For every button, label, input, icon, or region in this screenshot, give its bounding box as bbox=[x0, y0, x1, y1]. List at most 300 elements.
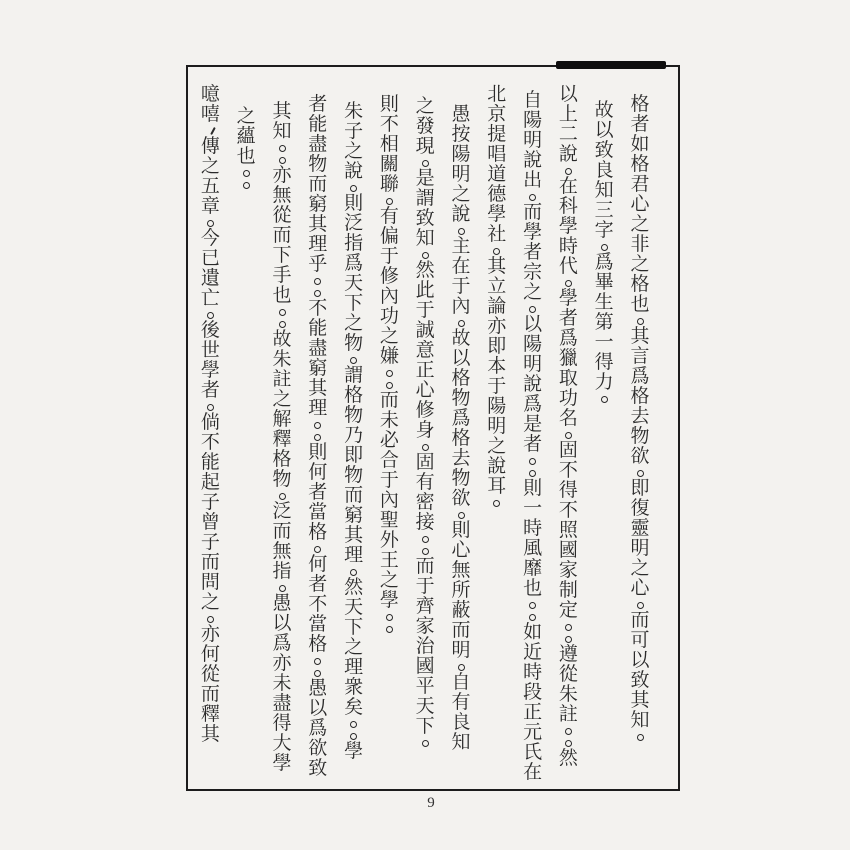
period-mark bbox=[376, 611, 403, 623]
hanzi-glyph: 矣 bbox=[344, 697, 364, 718]
hanzi-glyph: 社 bbox=[487, 224, 507, 245]
hanzi-glyph: 自 bbox=[523, 90, 543, 111]
hanzi-glyph: 知 bbox=[594, 180, 614, 201]
hanzi-glyph: 在 bbox=[451, 256, 471, 277]
hanzi-glyph: 世 bbox=[200, 340, 220, 361]
hanzi-glyph: 朱 bbox=[558, 684, 578, 705]
hanzi-glyph: 從 bbox=[558, 664, 578, 685]
hanzi-glyph: 致 bbox=[308, 758, 328, 779]
hanzi-glyph: 未 bbox=[379, 410, 399, 431]
hanzi-glyph: 得 bbox=[594, 352, 614, 373]
hanzi-glyph: 爲 bbox=[344, 253, 364, 274]
hanzi-glyph: 章 bbox=[200, 196, 220, 217]
hanzi-glyph: 得 bbox=[272, 713, 292, 734]
hanzi-glyph: 心 bbox=[451, 540, 471, 561]
hanzi-glyph: 天 bbox=[415, 696, 435, 717]
period-mark bbox=[269, 142, 296, 154]
hanzi-glyph: 從 bbox=[200, 664, 220, 685]
hanzi-glyph: 出 bbox=[523, 170, 543, 191]
hanzi-glyph: 乎 bbox=[308, 254, 328, 275]
hanzi-glyph: 者 bbox=[308, 482, 328, 503]
hanzi-glyph: 朱 bbox=[272, 349, 292, 370]
hanzi-glyph: 其 bbox=[630, 690, 650, 711]
hanzi-glyph: 一 bbox=[594, 332, 614, 353]
hanzi-glyph: 學 bbox=[487, 204, 507, 225]
hanzi-glyph: 即 bbox=[487, 336, 507, 357]
hanzi-glyph: 之 bbox=[630, 214, 650, 235]
hanzi-glyph: 者 bbox=[308, 94, 328, 115]
hanzi-glyph: 未 bbox=[272, 673, 292, 694]
hanzi-glyph: 而 bbox=[415, 556, 435, 577]
hanzi-glyph: 然 bbox=[558, 748, 578, 769]
hanzi-glyph: 能 bbox=[200, 452, 220, 473]
hanzi-glyph: 泛 bbox=[272, 501, 292, 522]
hanzi-glyph: 學 bbox=[523, 222, 543, 243]
hanzi-glyph: 噫 bbox=[200, 84, 220, 105]
hanzi-glyph: 時 bbox=[523, 662, 543, 683]
hanzi-glyph: 謂 bbox=[415, 188, 435, 209]
hanzi-glyph: 釋 bbox=[200, 704, 220, 725]
period-mark bbox=[519, 599, 546, 611]
period-mark bbox=[376, 367, 403, 379]
hanzi-glyph: 物 bbox=[272, 469, 292, 490]
hanzi-glyph: 何 bbox=[308, 554, 328, 575]
hanzi-glyph: 其 bbox=[344, 525, 364, 546]
hanzi-glyph: 者 bbox=[308, 574, 328, 595]
period-mark bbox=[519, 455, 546, 467]
hanzi-glyph: 生 bbox=[594, 292, 614, 313]
hanzi-glyph: 釋 bbox=[272, 429, 292, 450]
hanzi-glyph: 身 bbox=[415, 420, 435, 441]
hanzi-glyph: 無 bbox=[272, 185, 292, 206]
hanzi-glyph: 君 bbox=[630, 174, 650, 195]
hanzi-glyph: 天 bbox=[344, 273, 364, 294]
period-mark bbox=[304, 655, 331, 667]
hanzi-glyph: 功 bbox=[379, 306, 399, 327]
hanzi-glyph: 主 bbox=[451, 236, 471, 257]
hanzi-glyph: 二 bbox=[558, 124, 578, 145]
hanzi-glyph: 段 bbox=[523, 682, 543, 703]
text-column-5 bbox=[483, 85, 510, 509]
hanzi-glyph: 無 bbox=[451, 560, 471, 581]
text-column-10 bbox=[304, 95, 331, 779]
hanzi-glyph: 在 bbox=[523, 762, 543, 783]
hanzi-glyph: 一 bbox=[523, 498, 543, 519]
hanzi-glyph: 陽 bbox=[523, 334, 543, 355]
hanzi-glyph: 格 bbox=[308, 634, 328, 655]
hanzi-glyph: 有 bbox=[451, 692, 471, 713]
hanzi-glyph: 物 bbox=[630, 426, 650, 447]
period-mark bbox=[376, 623, 403, 635]
hanzi-glyph: 言 bbox=[630, 346, 650, 367]
hanzi-glyph: 子 bbox=[344, 121, 364, 142]
hanzi-glyph: 傳 bbox=[200, 136, 220, 157]
hanzi-glyph: 當 bbox=[308, 614, 328, 635]
hanzi-glyph: 必 bbox=[379, 430, 399, 451]
hanzi-glyph: 如 bbox=[523, 622, 543, 643]
hanzi-glyph: 者 bbox=[558, 308, 578, 329]
page-frame bbox=[186, 65, 680, 791]
hanzi-glyph: 也 bbox=[523, 578, 543, 599]
hanzi-glyph: 致 bbox=[630, 670, 650, 691]
hanzi-glyph: 之 bbox=[487, 436, 507, 457]
hanzi-glyph: 物 bbox=[344, 405, 364, 426]
hanzi-glyph: 之 bbox=[272, 389, 292, 410]
hanzi-glyph: 則 bbox=[344, 193, 364, 214]
hanzi-glyph: 即 bbox=[344, 445, 364, 466]
hanzi-glyph: 說 bbox=[523, 374, 543, 395]
hanzi-glyph: 治 bbox=[415, 636, 435, 657]
hanzi-glyph: 心 bbox=[630, 578, 650, 599]
hanzi-glyph: 不 bbox=[379, 114, 399, 135]
hanzi-glyph: 而 bbox=[451, 620, 471, 641]
hanzi-glyph: 大 bbox=[272, 733, 292, 754]
hanzi-glyph: 指 bbox=[344, 233, 364, 254]
hanzi-glyph: 去 bbox=[451, 448, 471, 469]
hanzi-glyph: 格 bbox=[344, 385, 364, 406]
period-mark bbox=[304, 275, 331, 287]
hanzi-glyph: 時 bbox=[558, 236, 578, 257]
hanzi-glyph: 以 bbox=[558, 84, 578, 105]
hanzi-glyph: 天 bbox=[344, 597, 364, 618]
hanzi-glyph: 下 bbox=[344, 293, 364, 314]
hanzi-glyph: 齊 bbox=[415, 596, 435, 617]
hanzi-glyph: 平 bbox=[415, 676, 435, 697]
hanzi-glyph: 子 bbox=[200, 492, 220, 513]
hanzi-glyph: 而 bbox=[200, 684, 220, 705]
hanzi-glyph: 意 bbox=[415, 340, 435, 361]
hanzi-glyph: 提 bbox=[487, 124, 507, 145]
hanzi-glyph: 格 bbox=[451, 368, 471, 389]
hanzi-glyph: 遺 bbox=[200, 268, 220, 289]
hanzi-glyph: 而 bbox=[379, 390, 399, 411]
hanzi-glyph: 以 bbox=[272, 613, 292, 634]
hanzi-glyph: 德 bbox=[487, 184, 507, 205]
text-column-13 bbox=[197, 85, 224, 745]
hanzi-glyph: 理 bbox=[344, 545, 364, 566]
hanzi-glyph: 盡 bbox=[308, 134, 328, 155]
hanzi-glyph: 學 bbox=[558, 216, 578, 237]
hanzi-glyph: 內 bbox=[379, 490, 399, 511]
hanzi-glyph: 正 bbox=[415, 360, 435, 381]
hanzi-glyph: 理 bbox=[308, 234, 328, 255]
hanzi-glyph: 畢 bbox=[594, 272, 614, 293]
hanzi-glyph: 者 bbox=[523, 434, 543, 455]
hanzi-glyph: 修 bbox=[415, 400, 435, 421]
hanzi-glyph: 下 bbox=[272, 245, 292, 266]
hanzi-glyph: 復 bbox=[630, 498, 650, 519]
hanzi-glyph: 功 bbox=[558, 388, 578, 409]
hanzi-glyph: 而 bbox=[272, 521, 292, 542]
hanzi-glyph: 唱 bbox=[487, 144, 507, 165]
hanzi-glyph: 者 bbox=[200, 380, 220, 401]
hanzi-glyph: 于 bbox=[415, 300, 435, 321]
hanzi-glyph: 王 bbox=[379, 550, 399, 571]
hanzi-glyph: 衆 bbox=[344, 677, 364, 698]
hanzi-glyph: 盡 bbox=[308, 338, 328, 359]
hanzi-glyph: 現 bbox=[415, 136, 435, 157]
hanzi-glyph: 之 bbox=[379, 326, 399, 347]
period-mark bbox=[412, 533, 439, 545]
hanzi-glyph: 自 bbox=[451, 672, 471, 693]
hanzi-glyph: 之 bbox=[200, 156, 220, 177]
period-mark bbox=[483, 497, 510, 509]
hanzi-glyph: 之 bbox=[451, 184, 471, 205]
text-column-7 bbox=[412, 97, 439, 749]
text-column-2 bbox=[591, 101, 618, 405]
hanzi-glyph: 嘻 bbox=[200, 104, 220, 125]
hanzi-glyph: 解 bbox=[272, 409, 292, 430]
hanzi-glyph: 格 bbox=[308, 522, 328, 543]
hanzi-glyph: 家 bbox=[558, 560, 578, 581]
hanzi-glyph: 之 bbox=[344, 141, 364, 162]
hanzi-glyph: 故 bbox=[272, 329, 292, 350]
hanzi-glyph: 格 bbox=[630, 94, 650, 115]
hanzi-glyph: 註 bbox=[272, 369, 292, 390]
hanzi-glyph: 而 bbox=[630, 610, 650, 631]
hanzi-glyph: 之 bbox=[379, 570, 399, 591]
hanzi-glyph: 其 bbox=[630, 326, 650, 347]
hanzi-glyph: 本 bbox=[487, 356, 507, 377]
hanzi-glyph: 亡 bbox=[200, 288, 220, 309]
hanzi-glyph: 名 bbox=[558, 408, 578, 429]
hanzi-glyph: 力 bbox=[594, 372, 614, 393]
hanzi-glyph: 可 bbox=[630, 630, 650, 651]
hanzi-glyph: 乃 bbox=[344, 425, 364, 446]
hanzi-glyph: 朱 bbox=[344, 101, 364, 122]
hanzi-glyph: 致 bbox=[594, 140, 614, 161]
period-mark bbox=[627, 731, 654, 743]
hanzi-glyph: 之 bbox=[344, 313, 364, 334]
hanzi-glyph: 爲 bbox=[451, 408, 471, 429]
period-mark bbox=[233, 167, 260, 179]
hanzi-glyph: 有 bbox=[379, 206, 399, 227]
hanzi-glyph: 其 bbox=[272, 101, 292, 122]
hanzi-glyph: 代 bbox=[558, 256, 578, 277]
hanzi-glyph: 外 bbox=[379, 530, 399, 551]
hanzi-glyph: 之 bbox=[200, 592, 220, 613]
hanzi-glyph: 以 bbox=[594, 120, 614, 141]
text-column-11 bbox=[269, 102, 296, 774]
hanzi-glyph: 定 bbox=[558, 600, 578, 621]
hanzi-glyph: 密 bbox=[415, 492, 435, 513]
hanzi-glyph: 然 bbox=[415, 260, 435, 281]
hanzi-glyph: 之 bbox=[236, 106, 256, 127]
hanzi-glyph: 其 bbox=[200, 724, 220, 745]
hanzi-glyph: 第 bbox=[594, 312, 614, 333]
hanzi-glyph: 說 bbox=[487, 456, 507, 477]
hanzi-glyph: 獵 bbox=[558, 348, 578, 369]
hanzi-glyph: 倘 bbox=[200, 412, 220, 433]
hanzi-glyph: 格 bbox=[630, 386, 650, 407]
text-column-12 bbox=[233, 107, 260, 191]
hanzi-glyph: 之 bbox=[415, 96, 435, 117]
hanzi-glyph: 物 bbox=[451, 388, 471, 409]
hanzi-glyph: 內 bbox=[379, 286, 399, 307]
hanzi-glyph: 子 bbox=[200, 532, 220, 553]
hanzi-glyph: 下 bbox=[344, 617, 364, 638]
hanzi-glyph: 亦 bbox=[200, 624, 220, 645]
hanzi-glyph: 物 bbox=[308, 154, 328, 175]
hanzi-glyph: 手 bbox=[272, 265, 292, 286]
hanzi-glyph: 能 bbox=[308, 318, 328, 339]
hanzi-glyph: 國 bbox=[558, 540, 578, 561]
hanzi-glyph: 爲 bbox=[523, 394, 543, 415]
hanzi-glyph: 以 bbox=[630, 650, 650, 671]
hanzi-glyph: 靡 bbox=[523, 558, 543, 579]
hanzi-glyph: 接 bbox=[415, 512, 435, 533]
hanzi-glyph: 以 bbox=[523, 314, 543, 335]
hanzi-glyph: 良 bbox=[451, 712, 471, 733]
hanzi-glyph: 而 bbox=[308, 174, 328, 195]
hanzi-glyph: 內 bbox=[451, 296, 471, 317]
period-mark bbox=[233, 179, 260, 191]
hanzi-glyph: 物 bbox=[344, 333, 364, 354]
hanzi-glyph: 明 bbox=[523, 354, 543, 375]
hanzi-glyph: 于 bbox=[379, 246, 399, 267]
hanzi-glyph: 欲 bbox=[308, 738, 328, 759]
hanzi-glyph: 偏 bbox=[379, 226, 399, 247]
hanzi-glyph: 起 bbox=[200, 472, 220, 493]
hanzi-glyph: 去 bbox=[630, 406, 650, 427]
hanzi-glyph: 格 bbox=[630, 154, 650, 175]
hanzi-glyph: 理 bbox=[344, 657, 364, 678]
hanzi-glyph: 在 bbox=[558, 176, 578, 197]
ink-blotch bbox=[556, 61, 666, 69]
hanzi-glyph: 耳 bbox=[487, 476, 507, 497]
hanzi-glyph: 亦 bbox=[272, 165, 292, 186]
hanzi-glyph: 元 bbox=[523, 722, 543, 743]
hanzi-glyph: 于 bbox=[415, 576, 435, 597]
hanzi-glyph: 固 bbox=[558, 440, 578, 461]
hanzi-glyph: 于 bbox=[379, 470, 399, 491]
hanzi-glyph: 說 bbox=[344, 161, 364, 182]
hanzi-glyph: 科 bbox=[558, 196, 578, 217]
hanzi-glyph: 相 bbox=[379, 134, 399, 155]
hanzi-glyph: 明 bbox=[523, 130, 543, 151]
hanzi-glyph: 而 bbox=[272, 225, 292, 246]
hanzi-glyph: 亦 bbox=[272, 653, 292, 674]
hanzi-glyph: 爲 bbox=[594, 252, 614, 273]
hanzi-glyph: 泛 bbox=[344, 213, 364, 234]
hanzi-glyph: 窮 bbox=[344, 505, 364, 526]
hanzi-glyph: 上 bbox=[558, 104, 578, 125]
hanzi-glyph: 亦 bbox=[487, 316, 507, 337]
period-mark bbox=[555, 725, 582, 737]
hanzi-glyph: 曾 bbox=[200, 512, 220, 533]
hanzi-glyph: 心 bbox=[630, 194, 650, 215]
hanzi-glyph: 學 bbox=[558, 288, 578, 309]
hanzi-glyph: 此 bbox=[415, 280, 435, 301]
hanzi-glyph: 有 bbox=[415, 472, 435, 493]
hanzi-glyph: 故 bbox=[451, 328, 471, 349]
hanzi-glyph: 則 bbox=[379, 94, 399, 115]
hanzi-glyph: 字 bbox=[594, 220, 614, 241]
hanzi-glyph: 故 bbox=[594, 100, 614, 121]
hanzi-glyph: 其 bbox=[487, 256, 507, 277]
hanzi-glyph: 其 bbox=[308, 378, 328, 399]
hanzi-glyph: 而 bbox=[344, 485, 364, 506]
hanzi-glyph: 何 bbox=[200, 644, 220, 665]
hanzi-glyph: 之 bbox=[523, 282, 543, 303]
hanzi-glyph: 道 bbox=[487, 164, 507, 185]
hanzi-glyph: 後 bbox=[200, 320, 220, 341]
hanzi-glyph: 學 bbox=[272, 753, 292, 774]
hanzi-glyph: 則 bbox=[523, 478, 543, 499]
hanzi-glyph: 然 bbox=[344, 577, 364, 598]
hanzi-glyph: 格 bbox=[630, 274, 650, 295]
hanzi-glyph: 則 bbox=[451, 520, 471, 541]
hanzi-glyph: 今 bbox=[200, 228, 220, 249]
hanzi-glyph: 關 bbox=[379, 154, 399, 175]
hanzi-glyph: 以 bbox=[451, 348, 471, 369]
hanzi-glyph: 不 bbox=[200, 432, 220, 453]
text-column-6 bbox=[448, 105, 475, 753]
hanzi-glyph: 論 bbox=[487, 296, 507, 317]
hanzi-glyph: 北 bbox=[487, 84, 507, 105]
hanzi-glyph: 說 bbox=[451, 204, 471, 225]
hanzi-glyph: 所 bbox=[451, 580, 471, 601]
hanzi-glyph: 學 bbox=[379, 590, 399, 611]
hanzi-glyph: 非 bbox=[630, 234, 650, 255]
text-column-3 bbox=[555, 85, 582, 769]
hanzi-glyph: 是 bbox=[415, 168, 435, 189]
hanzi-glyph: 從 bbox=[272, 205, 292, 226]
hanzi-glyph: 固 bbox=[415, 452, 435, 473]
hanzi-glyph: 于 bbox=[487, 376, 507, 397]
hanzi-glyph: 爲 bbox=[630, 366, 650, 387]
hanzi-glyph: 指 bbox=[272, 561, 292, 582]
hanzi-glyph: 愚 bbox=[272, 593, 292, 614]
hanzi-glyph: 正 bbox=[523, 702, 543, 723]
hanzi-glyph: 知 bbox=[272, 121, 292, 142]
hanzi-glyph: 風 bbox=[523, 538, 543, 559]
hanzi-glyph: 不 bbox=[308, 594, 328, 615]
hanzi-glyph: 謂 bbox=[344, 365, 364, 386]
hanzi-glyph: 也 bbox=[630, 294, 650, 315]
text-column-8 bbox=[376, 95, 403, 635]
hanzi-glyph: 以 bbox=[308, 698, 328, 719]
hanzi-glyph: 當 bbox=[308, 502, 328, 523]
hanzi-glyph: 制 bbox=[558, 580, 578, 601]
hanzi-glyph: 三 bbox=[594, 200, 614, 221]
period-mark bbox=[412, 737, 439, 749]
hanzi-glyph: 已 bbox=[200, 248, 220, 269]
hanzi-glyph: 說 bbox=[523, 150, 543, 171]
hanzi-glyph: 是 bbox=[523, 414, 543, 435]
hanzi-glyph: 無 bbox=[272, 541, 292, 562]
hanzi-glyph: 物 bbox=[451, 468, 471, 489]
hanzi-glyph: 格 bbox=[272, 449, 292, 470]
period-mark bbox=[269, 306, 296, 318]
hanzi-glyph: 修 bbox=[379, 266, 399, 287]
hanzi-glyph: 如 bbox=[630, 134, 650, 155]
hanzi-glyph: 理 bbox=[308, 398, 328, 419]
hanzi-glyph: 即 bbox=[630, 478, 650, 499]
hanzi-glyph: 也 bbox=[272, 285, 292, 306]
hanzi-glyph: 其 bbox=[308, 214, 328, 235]
hanzi-glyph: 明 bbox=[487, 416, 507, 437]
hanzi-glyph: 則 bbox=[308, 442, 328, 463]
hanzi-glyph: 不 bbox=[558, 500, 578, 521]
hanzi-glyph: 欲 bbox=[451, 488, 471, 509]
hanzi-glyph: 立 bbox=[487, 276, 507, 297]
hanzi-glyph: 學 bbox=[344, 741, 364, 762]
hanzi-glyph: 格 bbox=[451, 428, 471, 449]
hanzi-glyph: 氏 bbox=[523, 742, 543, 763]
hanzi-glyph: 下 bbox=[415, 716, 435, 737]
hanzi-glyph: 爲 bbox=[272, 633, 292, 654]
